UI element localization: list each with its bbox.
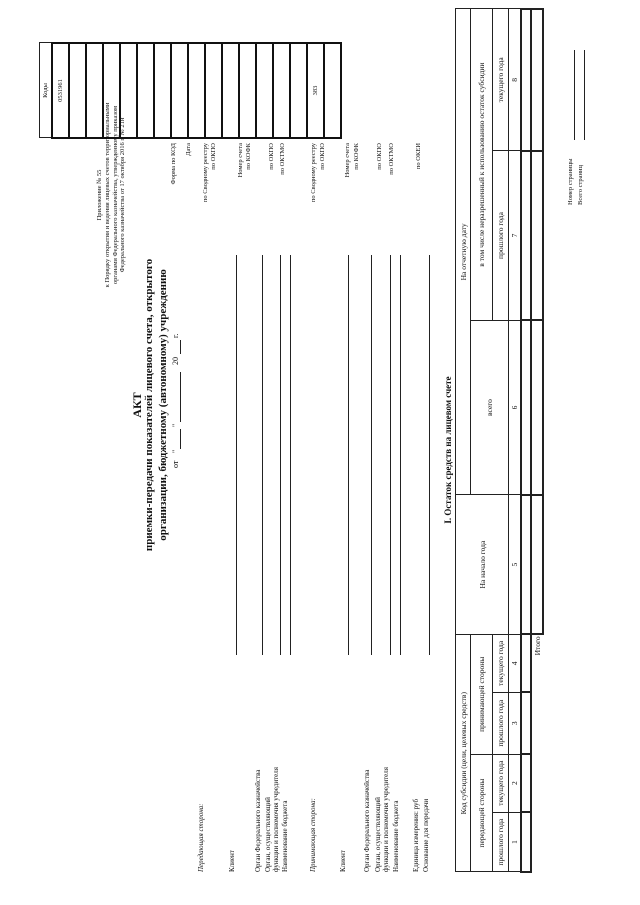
total-cell[interactable] <box>531 320 543 494</box>
pages-total-label: Всего страниц <box>577 165 584 205</box>
table-cell[interactable] <box>521 320 531 494</box>
form-code-cell: 0531961 <box>52 43 69 138</box>
code-header-cell: Код субсидии (цели, целевых средств) <box>456 634 471 872</box>
client-field[interactable] <box>236 255 237 655</box>
codes-header: Коды <box>40 43 53 138</box>
table-cell[interactable] <box>521 754 531 812</box>
kofk-label: по КОФК <box>245 143 252 170</box>
sending-header: передающей стороны <box>471 754 493 872</box>
code-cell[interactable] <box>273 43 290 138</box>
unspent-header: в том числе неразрешенный к использованию остаток субсидии <box>471 9 493 320</box>
code-cell[interactable] <box>137 43 154 138</box>
fk-label: Орган Федерального казначейства <box>363 769 371 872</box>
col-number: 3 <box>509 692 522 754</box>
founder-label: функции и полномочия учредителя <box>382 767 390 872</box>
page-number-label: Номер страницы <box>567 158 574 205</box>
col-number: 8 <box>509 9 522 151</box>
cur-year-header: текущего года <box>493 754 509 812</box>
title-line: организации, бюджетному (автономному) учреждению <box>157 269 169 541</box>
date-quote: " <box>171 449 180 453</box>
unit-label: Единица измерения: руб <box>412 798 420 872</box>
budget-field[interactable] <box>290 255 291 655</box>
code-cell[interactable] <box>103 43 120 138</box>
table-cell[interactable] <box>521 9 531 151</box>
col-number: 1 <box>509 812 522 872</box>
table-cell[interactable] <box>521 812 531 872</box>
founder-label: Орган, осуществляющий <box>264 797 272 872</box>
account-label: Номер счета <box>344 143 351 178</box>
date-day-line <box>180 429 181 449</box>
founder-field[interactable] <box>280 255 281 655</box>
col-number: 7 <box>509 151 522 321</box>
code-cell[interactable] <box>205 43 222 138</box>
client-label: Клиент <box>339 850 347 872</box>
sender-heading: Передающая сторона: <box>197 803 205 872</box>
account-label: Номер счета <box>237 143 244 178</box>
col-number: 2 <box>509 754 522 812</box>
page-number-field[interactable] <box>574 50 575 140</box>
date-cell[interactable] <box>69 43 86 138</box>
table-cell[interactable] <box>521 495 531 635</box>
col-number: 6 <box>509 320 522 494</box>
form-code-label: Форма по КОД <box>170 143 177 185</box>
okpo-label: по ОКПО <box>210 143 217 170</box>
balance-table <box>455 8 544 873</box>
code-cell[interactable] <box>239 43 256 138</box>
code-cell[interactable] <box>171 43 188 138</box>
code-cell[interactable] <box>86 43 103 138</box>
section-title: I. Остаток средств на лицевом счете <box>443 376 453 524</box>
title-line: приемки-передачи показателей лицевого счета, открытого <box>143 258 155 552</box>
appendix-line: к Порядку открытия и ведения лицевых счетов территориальными <box>103 102 111 288</box>
svod-label: по Сводному реестру <box>202 143 209 203</box>
appendix-line: Приложение № 55 <box>96 169 103 221</box>
date-label: Дата <box>185 143 192 156</box>
fk-field[interactable] <box>371 255 372 655</box>
budget-label: Наименование бюджета <box>281 800 289 872</box>
kofk-label: по КОФК <box>353 143 360 170</box>
basis-label: Основание для передачи <box>422 798 430 872</box>
receiving-header: принимающей стороны <box>471 634 493 754</box>
total-label: Итого <box>533 636 542 656</box>
receiver-heading: Принимающая сторона: <box>309 798 317 872</box>
okpo-label: по ОКПО <box>319 143 326 170</box>
code-cell[interactable] <box>120 43 137 138</box>
code-cell[interactable] <box>188 43 205 138</box>
table-cell[interactable] <box>521 151 531 321</box>
founder-label: Орган, осуществляющий <box>374 797 382 872</box>
client-field[interactable] <box>348 255 349 655</box>
date-from-label: от <box>171 460 180 468</box>
col-number: 5 <box>509 495 522 635</box>
prev-year-header: прошлого года <box>493 692 509 754</box>
fk-field[interactable] <box>262 255 263 655</box>
appendix-line: органами Федерального казначейства, утвержденному приказом <box>111 105 119 285</box>
date-month-line <box>180 372 181 422</box>
client-label: Клиент <box>228 850 236 872</box>
start-year-header: На начало года <box>456 495 509 635</box>
date-year-line <box>180 340 181 354</box>
total-cell[interactable] <box>531 9 543 151</box>
date-suffix: г. <box>171 333 180 338</box>
okei-label: по ОКЕИ <box>415 143 422 170</box>
code-cell[interactable] <box>222 43 239 138</box>
total-cell[interactable] <box>531 151 543 321</box>
okei-cell: 383 <box>307 43 324 138</box>
code-cell[interactable] <box>256 43 273 138</box>
founder-field[interactable] <box>390 255 391 655</box>
basis-field[interactable] <box>429 255 430 655</box>
prev-year-header: прошлого года <box>493 151 509 321</box>
cur-year-header: текущего года <box>493 634 509 692</box>
code-cell[interactable] <box>154 43 171 138</box>
svod-label: по Сводному реестру <box>310 143 317 203</box>
prev-year-header: прошлого года <box>493 812 509 872</box>
code-cell[interactable] <box>324 43 341 138</box>
okpo-label: по ОКПО <box>268 143 275 170</box>
budget-field[interactable] <box>400 255 401 655</box>
okpo-label: по ОКПО <box>376 143 383 170</box>
col-number: 4 <box>509 634 522 692</box>
codes-table <box>39 42 342 139</box>
table-cell[interactable] <box>521 634 531 692</box>
budget-label: Наименование бюджета <box>392 800 400 872</box>
date-year-prefix: 20 <box>171 357 180 365</box>
founder-label: функции и полномочия учредителя <box>272 767 280 872</box>
oktmo-label: по ОКТМО <box>279 143 286 175</box>
fk-label: Орган Федерального казначейства <box>254 769 262 872</box>
total-cell[interactable] <box>531 495 543 635</box>
appendix-line: Федерального казначейства от 17 октября 2016 г. № 21н <box>119 117 127 273</box>
cur-year-header: текущего года <box>493 9 509 151</box>
code-cell[interactable] <box>290 43 307 138</box>
pages-total-field[interactable] <box>584 50 585 140</box>
page-title: АКТ <box>130 392 144 418</box>
oktmo-label: по ОКТМО <box>388 143 395 175</box>
total-header: всего <box>471 320 509 494</box>
table-cell[interactable] <box>521 692 531 754</box>
date-quote: " <box>171 423 180 427</box>
report-date-header: На отчетную дату <box>456 9 471 495</box>
